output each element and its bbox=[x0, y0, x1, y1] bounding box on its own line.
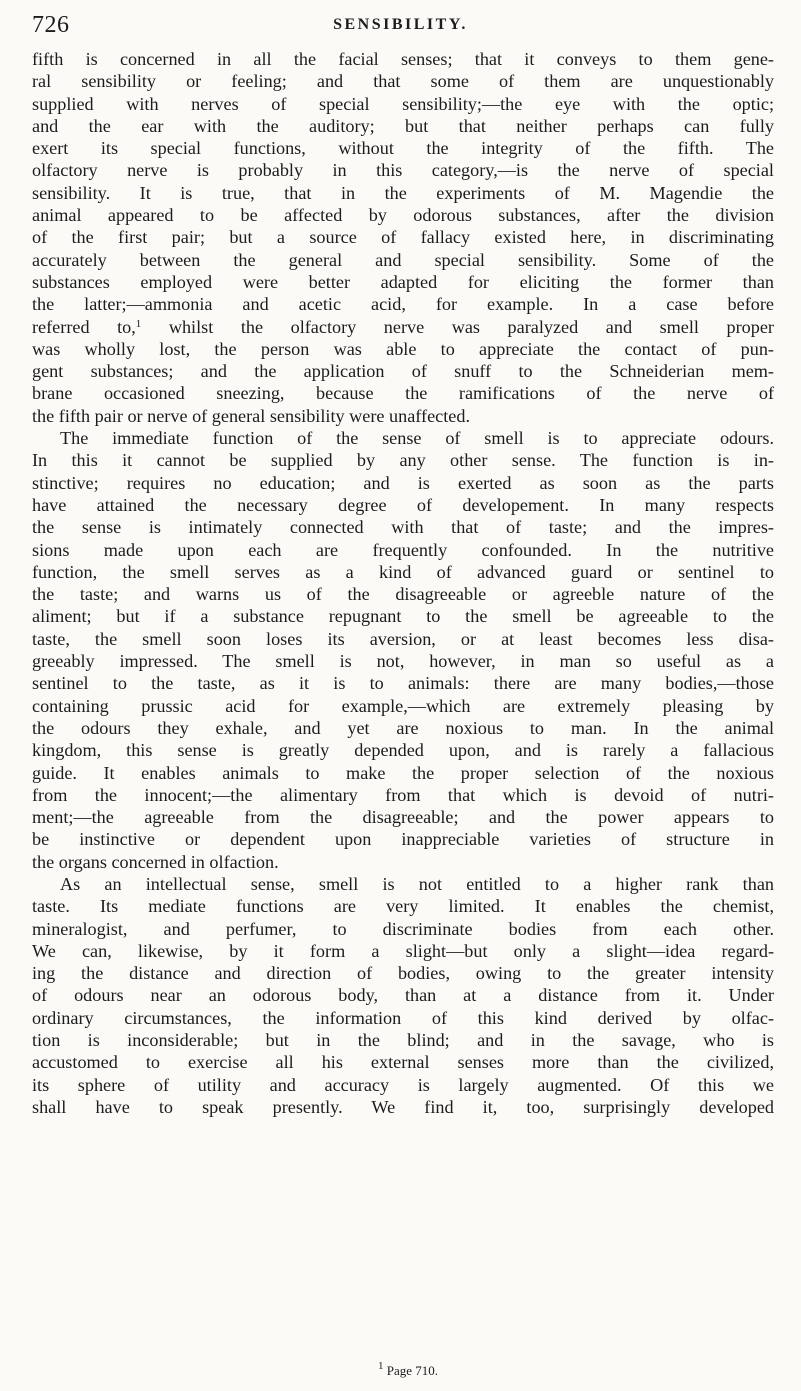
text-line bbox=[32, 1007, 774, 1029]
text-line-content: sentinel to the taste, as it is to animals: there are many bodies,—those bbox=[32, 673, 774, 694]
text-line-content: and the ear with the auditory; but that neither perhaps can fully bbox=[32, 115, 774, 136]
running-title: SENSIBILITY. bbox=[333, 16, 468, 33]
text-line-content: aliment; but if a substance repugnant to the smell be agreeable to the bbox=[32, 606, 774, 627]
text-line-content: the taste; and warns us of the disagreeable or agreeble nature of the bbox=[32, 584, 774, 605]
text-line bbox=[32, 360, 774, 382]
text-line bbox=[32, 717, 774, 739]
text-line-content: exert its special functions, without the integrity of the fifth. The bbox=[32, 138, 774, 159]
text-line bbox=[32, 382, 774, 404]
footnote bbox=[378, 1360, 439, 1379]
text-line-content: containing prussic acid for example,—which are extremely pleasing by bbox=[32, 695, 774, 716]
text-line-content: supplied with nerves of special sensibility;—the eye with the optic; bbox=[32, 93, 774, 114]
text-line-content: accustomed to exercise all his external senses more than the civilized, bbox=[32, 1052, 774, 1073]
text-line-content: stinctive; requires no education; and is exerted as soon as the parts bbox=[32, 472, 774, 493]
text-line bbox=[32, 918, 774, 940]
text-line-content: ordinary circumstances, the information of this kind derived by olfac- bbox=[32, 1007, 774, 1028]
text-line-content: fifth is concerned in all the facial senses; that it conveys to them gene- bbox=[32, 49, 774, 69]
text-line-content: the fifth pair or nerve of general sensibility were unaffected. bbox=[32, 405, 471, 426]
text-line-content: In this it cannot be supplied by any other sense. The function is in- bbox=[32, 450, 774, 471]
text-line bbox=[32, 739, 774, 761]
text-line-content: taste, the smell soon loses its aversion, or at least becomes less disa- bbox=[32, 628, 774, 649]
text-line bbox=[32, 695, 774, 717]
text-line bbox=[32, 1051, 774, 1073]
text-line-content: The immediate function of the sense of smell is to appreciate odours. bbox=[60, 428, 774, 449]
text-line bbox=[32, 182, 774, 204]
text-line bbox=[32, 316, 774, 338]
text-line bbox=[32, 405, 774, 427]
text-line-content: shall have to speak presently. We find it, too, surprisingly developed bbox=[32, 1096, 774, 1117]
text-line bbox=[32, 828, 774, 850]
text-line bbox=[32, 806, 774, 828]
text-line bbox=[32, 427, 774, 449]
footnote-reference: 1 bbox=[135, 317, 142, 330]
text-line bbox=[32, 204, 774, 226]
text-line bbox=[32, 940, 774, 962]
text-line bbox=[32, 338, 774, 360]
text-line-content: be instinctive or dependent upon inappreciable varieties of structure in bbox=[32, 829, 774, 850]
text-line-content: animal appeared to be affected by odorous substances, after the division bbox=[32, 205, 774, 226]
text-line bbox=[32, 449, 774, 471]
text-line bbox=[32, 605, 774, 627]
text-line bbox=[32, 762, 774, 784]
text-line bbox=[32, 494, 774, 516]
text-line-content: mineralogist, and perfumer, to discriminate bodies from each other. bbox=[32, 918, 774, 939]
text-line-content: We can, likewise, by it form a slight—but only a slight—idea regard- bbox=[32, 940, 774, 961]
text-line-content: tion is inconsiderable; but in the blind; and in the savage, who is bbox=[32, 1030, 774, 1051]
text-line bbox=[32, 784, 774, 806]
text-line-content: from the innocent;—the alimentary from that which is devoid of nutri- bbox=[32, 784, 774, 805]
text-line bbox=[32, 271, 774, 293]
text-line-content: sions made upon each are frequently confounded. In the nutritive bbox=[32, 539, 774, 560]
text-line-content: kingdom, this sense is greatly depended upon, and is rarely a fallacious bbox=[32, 740, 774, 761]
text-line-content: the latter;—ammonia and acetic acid, for example. In a case before bbox=[32, 294, 774, 315]
text-line-content: the sense is intimately connected with that of taste; and the impres- bbox=[32, 517, 774, 538]
text-line bbox=[32, 516, 774, 538]
text-line bbox=[32, 984, 774, 1006]
text-line bbox=[32, 159, 774, 181]
text-line-content: of odours near an odorous body, than at a distance from it. Under bbox=[32, 985, 774, 1006]
text-line-continuation: whilst the olfactory nerve was paralyzed and smell proper bbox=[141, 316, 774, 337]
text-line bbox=[32, 1029, 774, 1051]
text-line bbox=[32, 472, 774, 494]
text-line-content: brane occasioned sneezing, because the ramifications of the nerve of bbox=[32, 383, 774, 404]
text-line-content: sensibility. It is true, that in the experiments of M. Magendie the bbox=[32, 182, 774, 203]
text-line bbox=[32, 672, 774, 694]
text-line-content: function, the smell serves as a kind of advanced guard or sentinel to bbox=[32, 561, 774, 582]
text-line-content: the organs concerned in olfaction. bbox=[32, 851, 279, 872]
text-line-content: of the first pair; but a source of fallacy existed here, in discriminating bbox=[32, 227, 774, 248]
text-line-content: taste. Its mediate functions are very limited. It enables the chemist, bbox=[32, 896, 774, 917]
text-line-content: accurately between the general and special sensibility. Some of the bbox=[32, 249, 774, 270]
text-line-content: greeably impressed. The smell is not, however, in man so useful as a bbox=[32, 651, 774, 672]
text-line-content: As an intellectual sense, smell is not entitled to a higher rank than bbox=[60, 873, 774, 894]
text-line-content: ral sensibility or feeling; and that some of them are unquestionably bbox=[32, 71, 774, 92]
text-line-content: substances employed were better adapted for eliciting the former than bbox=[32, 271, 774, 292]
text-line bbox=[32, 1096, 774, 1118]
text-line bbox=[32, 1074, 774, 1096]
text-line bbox=[32, 115, 774, 137]
text-line bbox=[32, 93, 774, 115]
text-line-content: olfactory nerve is probably in this category,—is the nerve of special bbox=[32, 160, 774, 181]
text-line-content: the odours they exhale, and yet are noxious to man. In the animal bbox=[32, 717, 774, 738]
text-line bbox=[32, 650, 774, 672]
body-text bbox=[32, 48, 774, 1118]
text-line-content: ment;—the agreeable from the disagreeable; and the power appears to bbox=[32, 807, 774, 828]
text-line-content: its sphere of utility and accuracy is largely augmented. Of this we bbox=[32, 1074, 774, 1095]
text-line-content: gent substances; and the application of snuff to the Schneiderian mem- bbox=[32, 361, 774, 382]
text-line bbox=[32, 583, 774, 605]
text-line bbox=[32, 962, 774, 984]
text-line bbox=[32, 249, 774, 271]
text-line bbox=[32, 137, 774, 159]
text-line bbox=[32, 293, 774, 315]
text-line bbox=[32, 70, 774, 92]
text-line bbox=[32, 628, 774, 650]
text-line bbox=[32, 48, 774, 70]
text-line bbox=[32, 873, 774, 895]
page-header bbox=[0, 8, 801, 44]
text-line-content: guide. It enables animals to make the proper selection of the noxious bbox=[32, 762, 774, 783]
footnote-text: Page 710. bbox=[383, 1363, 439, 1378]
footnote-mark: 1 bbox=[378, 1360, 384, 1372]
text-line-content: ing the distance and direction of bodies, owing to the greater intensity bbox=[32, 963, 774, 984]
text-line-content: referred to, bbox=[32, 316, 136, 337]
text-line bbox=[32, 561, 774, 583]
text-line bbox=[32, 895, 774, 917]
text-line-content: was wholly lost, the person was able to appreciate the contact of pun- bbox=[32, 338, 774, 359]
text-line bbox=[32, 539, 774, 561]
text-line bbox=[32, 226, 774, 248]
page-number: 726 bbox=[32, 12, 70, 38]
text-line bbox=[32, 851, 774, 873]
text-line-content: have attained the necessary degree of developement. In many respects bbox=[32, 494, 774, 515]
